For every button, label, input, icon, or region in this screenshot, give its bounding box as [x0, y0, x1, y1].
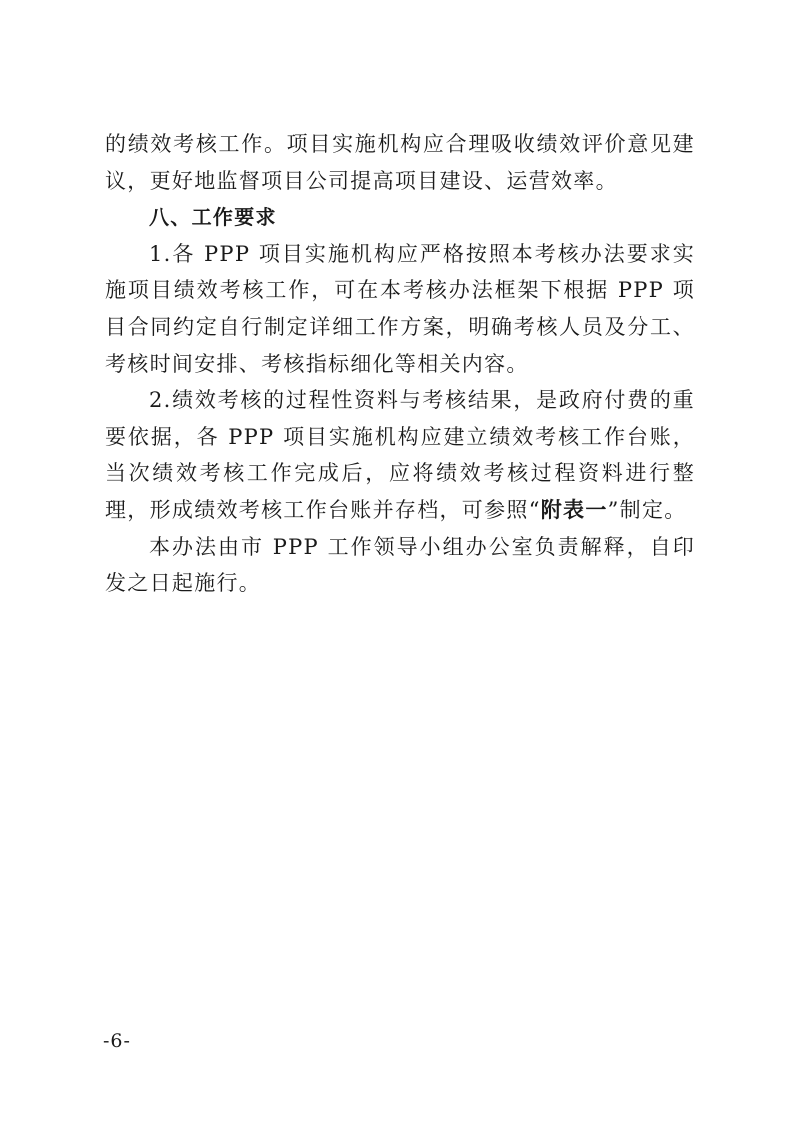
appendix-reference: 附表一 [540, 497, 608, 522]
item-2-text: 2.绩效考核的过程性资料与考核结果，是政府付费的重要依据，各 PPP 项目实施机构应建立绩效考核工作台账，当次绩效考核工作完成后，应将绩效考核过程资料进行整理，形成绩效考核工作台账并存档，可参照“ [105, 388, 695, 522]
item-2-ending: ”制定。 [607, 497, 687, 522]
requirement-item-1: 1.各 PPP 项目实施机构应严格按照本考核办法要求实施项目绩效考核工作，可在本考核办法框架下根据 PPP 项目合同约定自行制定详细工作方案，明确考核人员及分工、考核时间安排、考核指标细化等相关内容。 [105, 241, 695, 376]
closing-paragraph: 本办法由市 PPP 工作领导小组办公室负责解释，自印发之日起施行。 [105, 534, 695, 596]
requirement-item-2 [105, 382, 695, 528]
page-number: -6- [103, 1030, 131, 1052]
section-heading: 八、工作要求 [149, 205, 277, 230]
continuation-paragraph: 的绩效考核工作。项目实施机构应合理吸收绩效评价意见建议，更好地监督项目公司提高项目建设、运营效率。 [105, 132, 695, 193]
document-body [105, 126, 695, 602]
